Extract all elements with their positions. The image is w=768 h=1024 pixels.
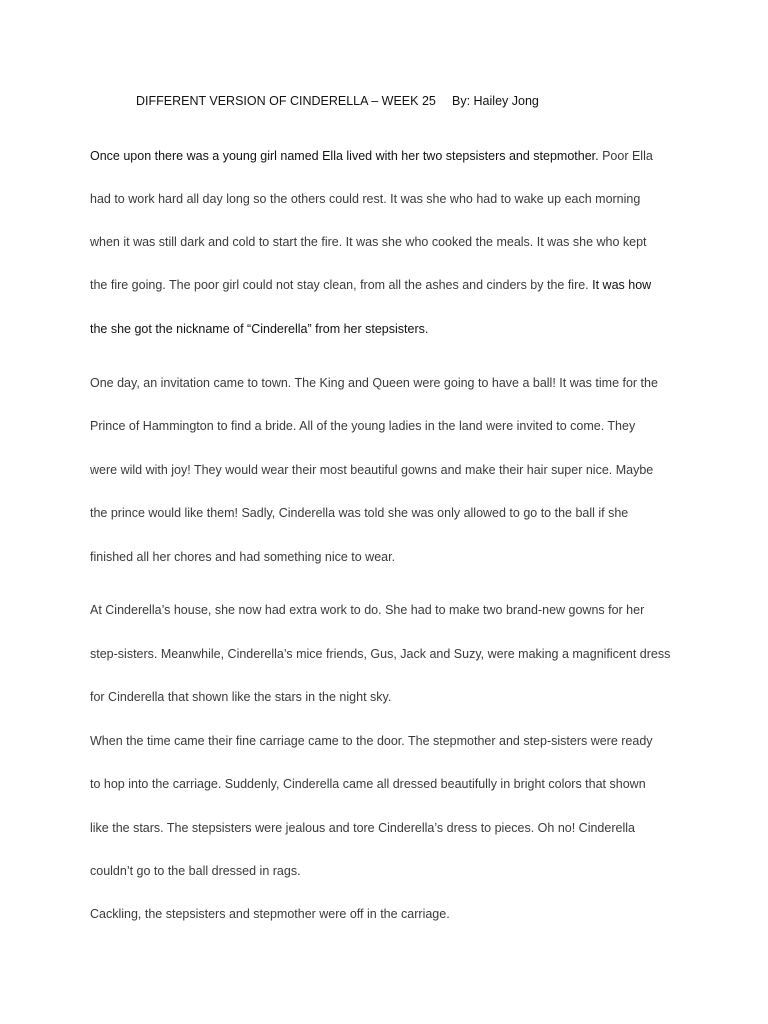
- text-line: had to work hard all day long so the others could rest. It was she who had to wake up each morning: [90, 192, 641, 206]
- text-line: step-sisters. Meanwhile, Cinderella’s mice friends, Gus, Jack and Suzy, were making a magnificent dress: [90, 647, 671, 661]
- text-line: the she got the nickname of “Cinderella” from her stepsisters.: [90, 322, 429, 336]
- text-line: couldn’t go to the ball dressed in rags.: [90, 864, 301, 878]
- text-line: were wild with joy! They would wear their most beautiful gowns and make their hair super nice. Maybe: [90, 463, 654, 477]
- document-author: By: Hailey Jong: [452, 94, 539, 108]
- text-line: when it was still dark and cold to start the fire. It was she who cooked the meals. It was she who kept: [90, 235, 647, 249]
- text-line: When the time came their fine carriage came to the door. The stepmother and step-sisters were ready: [90, 734, 653, 748]
- text-line: for Cinderella that shown like the stars in the night sky.: [90, 690, 392, 704]
- text-line: One day, an invitation came to town. The King and Queen were going to have a ball! It was time for the: [90, 376, 658, 390]
- text-line: At Cinderella’s house, she now had extra work to do. She had to make two brand-new gowns for her: [90, 603, 645, 617]
- text-line: to hop into the carriage. Suddenly, Cinderella came all dressed beautifully in bright colors that shown: [90, 777, 646, 791]
- document-title: DIFFERENT VERSION OF CINDERELLA – WEEK 25: [136, 94, 436, 108]
- text-line: Cackling, the stepsisters and stepmother were off in the carriage.: [90, 907, 450, 921]
- text-line: the prince would like them! Sadly, Cinderella was told she was only allowed to go to the ball if she: [90, 506, 629, 520]
- text-line: the fire going. The poor girl could not stay clean, from all the ashes and cinders by the fire. It was how: [90, 278, 652, 292]
- text-line: like the stars. The stepsisters were jealous and tore Cinderella’s dress to pieces. Oh no! Cinderella: [90, 821, 635, 835]
- text-line: Prince of Hammington to find a bride. All of the young ladies in the land were invited to come. They: [90, 419, 636, 433]
- text-line: finished all her chores and had something nice to wear.: [90, 550, 396, 564]
- text-line: Once upon there was a young girl named Ella lived with her two stepsisters and stepmother. Poor Ella: [90, 149, 653, 163]
